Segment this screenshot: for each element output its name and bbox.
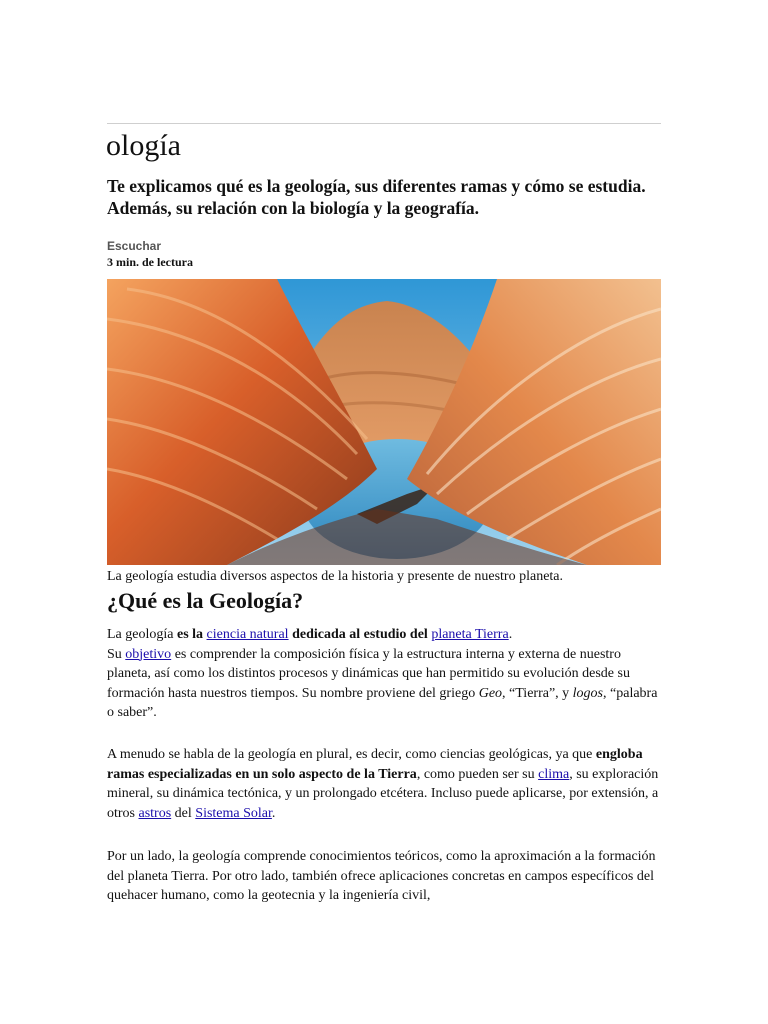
link-ciencia-natural[interactable]: ciencia natural	[206, 627, 289, 642]
link-planeta-tierra[interactable]: planeta Tierra	[431, 627, 509, 642]
italic-text: logos	[572, 685, 604, 701]
read-time: 3 min. de lectura	[107, 255, 193, 269]
text: A menudo se habla de la geología en plural, es decir, como ciencias geológicas, ya que	[107, 747, 596, 762]
listen-button[interactable]: Escuchar	[107, 239, 162, 253]
text: .	[508, 627, 513, 642]
article-title: ología	[106, 129, 181, 162]
image-caption: La geología estudia diversos aspectos de la historia y presente de nuestro planeta.	[107, 569, 564, 584]
link-astros[interactable]: astros	[138, 805, 172, 821]
link-sistema-solar[interactable]: Sistema Solar	[195, 805, 272, 821]
section-heading: ¿Qué es la Geología?	[107, 588, 304, 613]
bold-text: dedicada al estudio del	[288, 627, 432, 642]
text: , como pueden ser su	[416, 766, 539, 782]
text: , “palabra o saber”.	[107, 685, 658, 720]
italic-text: Geo	[478, 685, 503, 701]
text: , su exploración mineral, su dinámica tectónica, y un prolongado etcétera. Incluso puede aplicarse, por extensión, a otros	[107, 766, 659, 821]
link-objetivo[interactable]: objetivo	[125, 646, 172, 662]
top-divider	[107, 123, 661, 124]
link-clima[interactable]: clima	[538, 766, 570, 782]
article-intro: Te explicamos qué es la geología, sus diferentes ramas y cómo se estudia. Además, su relación con la biología y la geografía.	[107, 176, 646, 218]
text: Su	[107, 646, 126, 662]
paragraph-2	[107, 745, 663, 823]
text: es comprender la composición física y la estructura interna y externa de nuestro planeta, así como los distintos procesos y dinámicas que han permitido su evolución desde su formación hasta nuestros tiempos. Su nombre proviene del griego	[107, 646, 630, 701]
text: del	[171, 805, 196, 821]
bold-text: engloba ramas especializadas en un solo aspecto de la Tierra	[107, 747, 643, 782]
text: , “Tierra”, y	[502, 685, 573, 701]
paragraph-3: Por un lado, la geología comprende conocimientos teóricos, como la aproximación a la formación del planeta Tierra. Por otro lado, también ofrece aplicaciones concretas en campos específicos del quehacer humano, como la geotecnia y la ingeniería civil,	[107, 849, 656, 903]
text: .	[271, 805, 276, 821]
hero-image	[107, 279, 661, 565]
bold-text: es la	[176, 627, 207, 642]
text: La geología	[107, 627, 177, 642]
paragraph-1	[107, 625, 663, 723]
